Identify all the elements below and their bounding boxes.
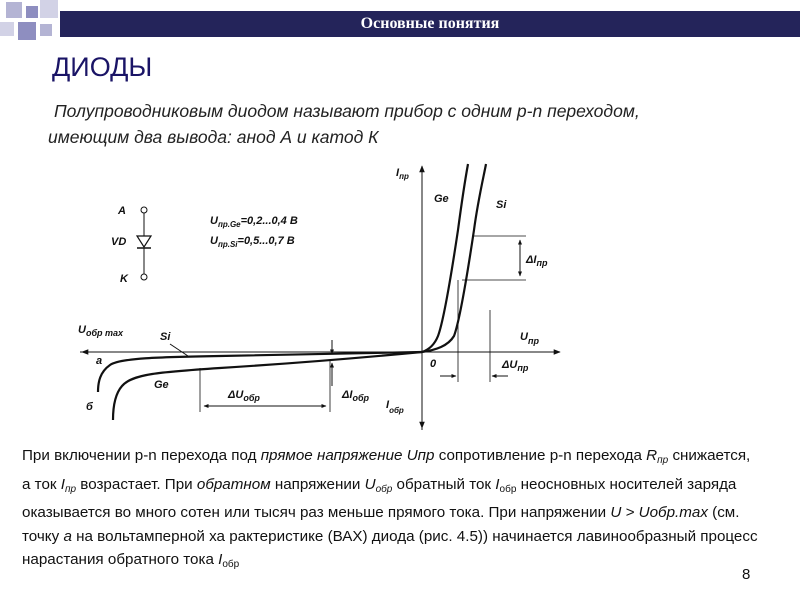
diode-triangle [137, 236, 151, 247]
body-part-20: (см. точку [22, 504, 744, 545]
body-part-17: неосновных носителей заряда оказывается во много сотен или тысяч раз меньше прямого тока. При напряжении [22, 475, 741, 521]
y-forward-sub: пр [399, 172, 409, 181]
delta-u-fwd-sub: пр [517, 363, 529, 373]
body-part-14: обратный ток [392, 475, 496, 493]
x-forward-symbol: U [520, 331, 528, 343]
diode-symbol [111, 205, 151, 285]
decorative-squares [0, 0, 60, 44]
body-part-7: I [60, 475, 65, 493]
ge-voltage-value: =0,2...0,4 В [240, 215, 298, 227]
slide-title: ДИОДЫ [52, 52, 153, 82]
delta-i-fwd-symbol: ΔI [526, 254, 537, 266]
page-number: 8 [742, 566, 751, 583]
x-reverse-label [78, 324, 124, 338]
delta-u-rev-label [227, 389, 260, 403]
anode-terminal [141, 207, 147, 213]
origin-label: 0 [430, 358, 437, 370]
y-reverse-symbol: I [386, 399, 390, 411]
si-forward-label: Si [496, 199, 507, 211]
body-part-3: сопротивление p-n перехода [434, 447, 647, 464]
y-reverse-label [386, 399, 404, 415]
cathode-terminal [141, 274, 147, 280]
y-forward-label [396, 167, 409, 181]
body-part-13: обр [375, 483, 393, 495]
body-part-16: обр [499, 483, 517, 495]
body-part-5: пр [657, 455, 669, 466]
y-reverse-sub: обр [389, 406, 404, 415]
body-part-1: При включении p-n перехода под [22, 447, 261, 464]
si-voltage-annotation [210, 235, 295, 249]
header-title: Основные понятия [360, 15, 500, 32]
header-bar [60, 11, 800, 37]
ge-reverse-label: Ge [154, 379, 169, 391]
intro-text [48, 98, 768, 150]
body-part-9: возрастает. При [76, 475, 197, 493]
cathode-label: K [120, 273, 128, 285]
ge-voltage-annotation [210, 215, 298, 229]
delta-i-fwd-label [525, 254, 548, 268]
ge-voltage-sub: пр.Ge [217, 220, 241, 229]
delta-i-rev-label [341, 389, 370, 403]
delta-i-rev-sub: обр [352, 393, 370, 403]
device-label: VD [111, 236, 127, 248]
point-a-label: а [96, 355, 103, 367]
delta-i-fwd-sub: пр [536, 258, 548, 268]
body-part-21: а [63, 527, 72, 545]
intro-line-1: Полупроводниковым диодом называют прибор с одним p-n переходом, [54, 101, 640, 121]
ge-voltage-symbol: U [210, 215, 218, 227]
body-part-4: R [646, 447, 658, 464]
delta-u-fwd-symbol: ΔU [502, 359, 518, 371]
si-reverse-pointer [170, 344, 188, 356]
body-part-19: обр.max [649, 504, 708, 521]
delta-u-rev-sub: обр [243, 393, 260, 403]
si-reverse-curve [98, 352, 422, 392]
body-part-22: на вольтамперной ха рактеристике (ВАХ) диода (рис. 4.5)) начинается лавинообразный процесс нарастания обратного тока [22, 527, 762, 568]
body-part-6: снижается, а ток [22, 447, 755, 493]
body-part-15: I [495, 475, 500, 493]
iv-characteristic-diagram [60, 160, 580, 440]
body-part-24: обр [222, 559, 240, 570]
intro-line-2: имеющим два вывода: анод А и катод К [48, 127, 379, 147]
delta-u-fwd-label [501, 359, 529, 373]
anode-label: A [118, 205, 126, 217]
si-voltage-symbol: U [210, 235, 218, 247]
x-reverse-symbol: U [78, 324, 86, 336]
body-part-10: обратном [196, 475, 271, 493]
body-part-18: U > U [610, 504, 650, 521]
x-reverse-sub: обр max [85, 328, 124, 338]
body-part-2: прямое напряжение Uпр [260, 447, 435, 464]
x-forward-sub: пр [527, 336, 539, 346]
body-part-23: I [218, 551, 223, 568]
body-part-12: U [364, 475, 376, 493]
body-part-8: пр [65, 483, 77, 495]
delta-u-rev-symbol: ΔU [228, 389, 244, 401]
body-paragraph [22, 444, 762, 577]
si-voltage-sub: пр.Si [217, 240, 238, 249]
point-b-label: б [86, 401, 93, 413]
si-voltage-value: =0,5...0,7 В [237, 235, 295, 247]
si-reverse-label: Si [160, 331, 171, 343]
ge-forward-label: Ge [434, 193, 449, 205]
y-forward-symbol: I [396, 167, 400, 179]
x-forward-label [520, 331, 539, 346]
delta-i-rev-symbol: ΔI [342, 389, 353, 401]
body-part-11: напряжении [270, 475, 365, 493]
